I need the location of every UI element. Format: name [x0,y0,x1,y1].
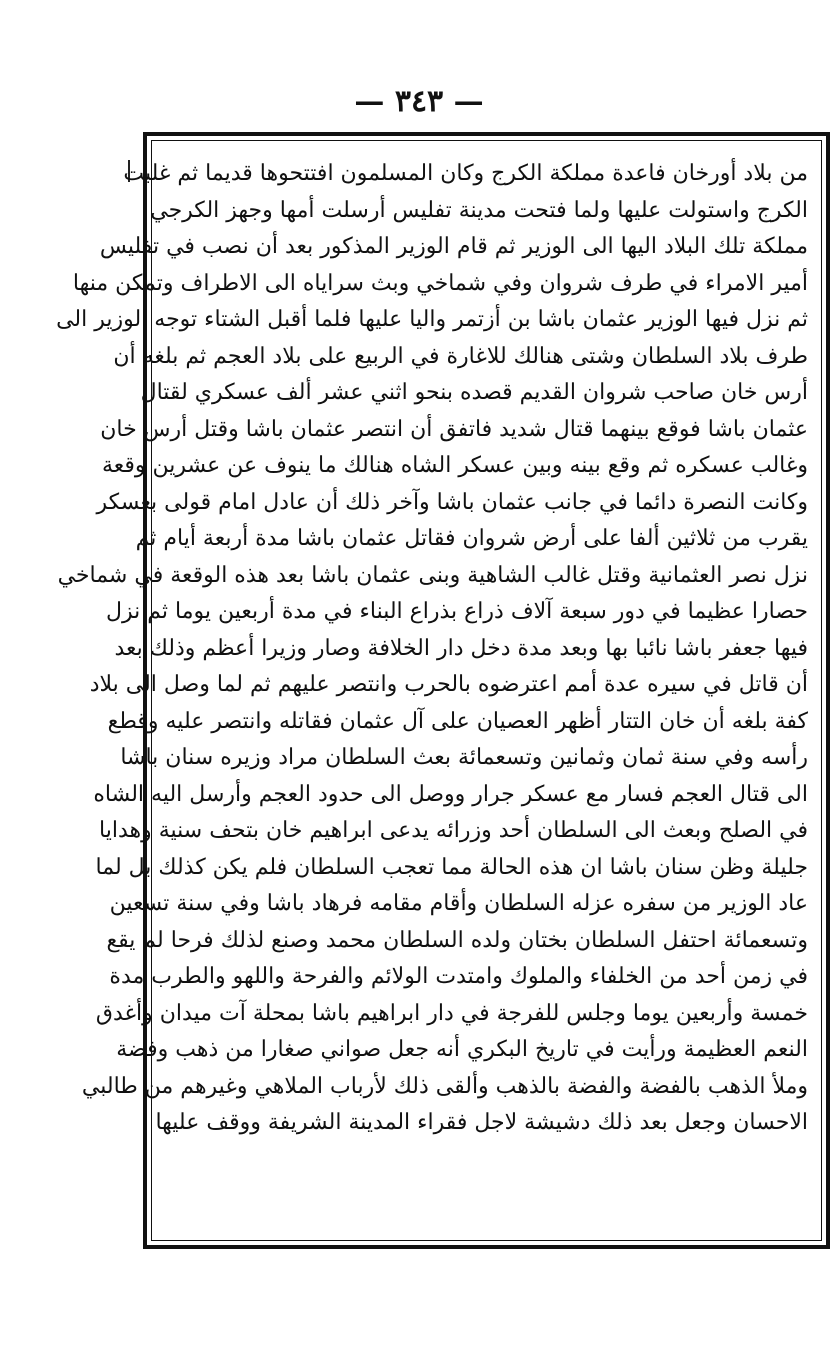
text-line: وتسعمائة احتفل السلطان بختان ولده السلطان محمد وصنع لذلك فرحا لم يقع [106,927,808,953]
text-line: خمسة وأربعين يوما وجلس للفرجة في دار ابراهيم باشا بمحلة آت ميدان وأغدق [95,1000,808,1026]
text-line: مملكة تلك البلاد اليها الى الوزير ثم قام الوزير المذكور بعد أن نصب في تفليس [99,234,808,259]
text-line: عاد الوزير من سفره عزله السلطان وأقام مقامه فرهاد باشا وفي سنة تسعين [109,891,808,916]
text-line: فيها جعفر باشا نائبا بها وبعد مدة دخل دار الخلافة وصار وزيرا أعظم وذلك بعد [114,635,808,661]
text-line: وغالب عسكره ثم وقع بينه وبين عسكر الشاه هنالك ما ينوف عن عشرين وقعة [101,453,808,478]
text-line: النعم العظيمة ورأيت في تاريخ البكري أنه جعل صواني صغارا من ذهب وفضة [116,1037,808,1062]
text-line: جليلة وظن سنان باشا ان هذه الحالة مما تعجب السلطان فلم يكن كذلك بل لما [95,854,808,880]
text-line: ثم نزل فيها الوزير عثمان باشا بن أزتمر واليا عليها فلما أقبل الشتاء توجه الوزير الى [56,307,808,332]
text-line: من بلاد أورخان فاعدة مملكة الكرج وكان المسلمون افتتحوها قديما ثم غلبت [123,161,808,186]
text-line: الاحسان وجعل بعد ذلك دشيشة لاجل فقراء المدينة الشريفة ووقف عليها [155,1110,808,1135]
text-line: أن قاتل في سيره عدة أمم اعترضوه بالحرب وانتصر عليهم ثم لما وصل الى بلاد [89,672,808,697]
text-line: الكرج واستولت عليها ولما فتحت مدينة تفليس أرسلت أمها وجهز الكرجي [150,197,808,223]
text-line: أرس خان صاحب شروان القديم قصده بنحو اثني عشر ألف عسكري لقتال [140,380,808,405]
text-line: عثمان باشا فوقع بينهما قتال شديد فاتفق أن انتصر عثمان باشا وقتل أرس خان [100,416,808,442]
text-body [56,156,808,1225]
text-line: كفة بلغه أن خان التتار أظهر العصيان على آل عثمان فقاتله وانتصر عليه وقطع [107,708,808,734]
text-line: نزل نصر العثمانية وقتل غالب الشاهية وبنى عثمان باشا بعد هذه الوقعة في شماخي [57,562,808,588]
text-line: وملأ الذهب بالفضة والفضة بالذهب وألقى ذلك لأرباب الملاهي وغيرهم من طالبي [81,1073,808,1099]
text-line: رأسه وفي سنة ثمان وثمانين وتسعمائة بعث السلطان مراد وزيره سنان باشا [120,745,808,770]
text-line: في الصلح وبعث الى السلطان أحد وزرائه يدعى ابراهيم خان بتحف سنية وهدايا [99,818,808,843]
text-line: يقرب من ثلاثين ألفا على أرض شروان فقاتل عثمان باشا مدة أربعة أيام ثم [135,526,808,551]
text-line: وكانت النصرة دائما في جانب عثمان باشا وآخر ذلك أن عادل امام قولى بعسكر [96,489,808,515]
page-number: — ٣٤٣ — [354,84,484,119]
text-line: الى قتال العجم فسار مع عسكر جرار ووصل الى حدود العجم وأرسل اليه الشاه [93,781,808,807]
text-line: أمير الامراء في طرف شروان وفي شماخي وبث سراياه الى الاطراف وتمكن منها [72,270,808,296]
text-line: طرف بلاد السلطان وشتى هنالك للاغارة في الربيع على بلاد العجم ثم بلغه أن [113,343,808,369]
page-frame [56,132,830,1249]
text-line: في زمن أحد من الخلفاء والملوك وامتدت الولائم والفرحة واللهو والطرب مدة [109,964,808,989]
text-line: حصارا عظيما في دور سبعة آلاف ذراع بذراع البناء في مدة أربعين يوما ثم نزل [106,599,808,624]
